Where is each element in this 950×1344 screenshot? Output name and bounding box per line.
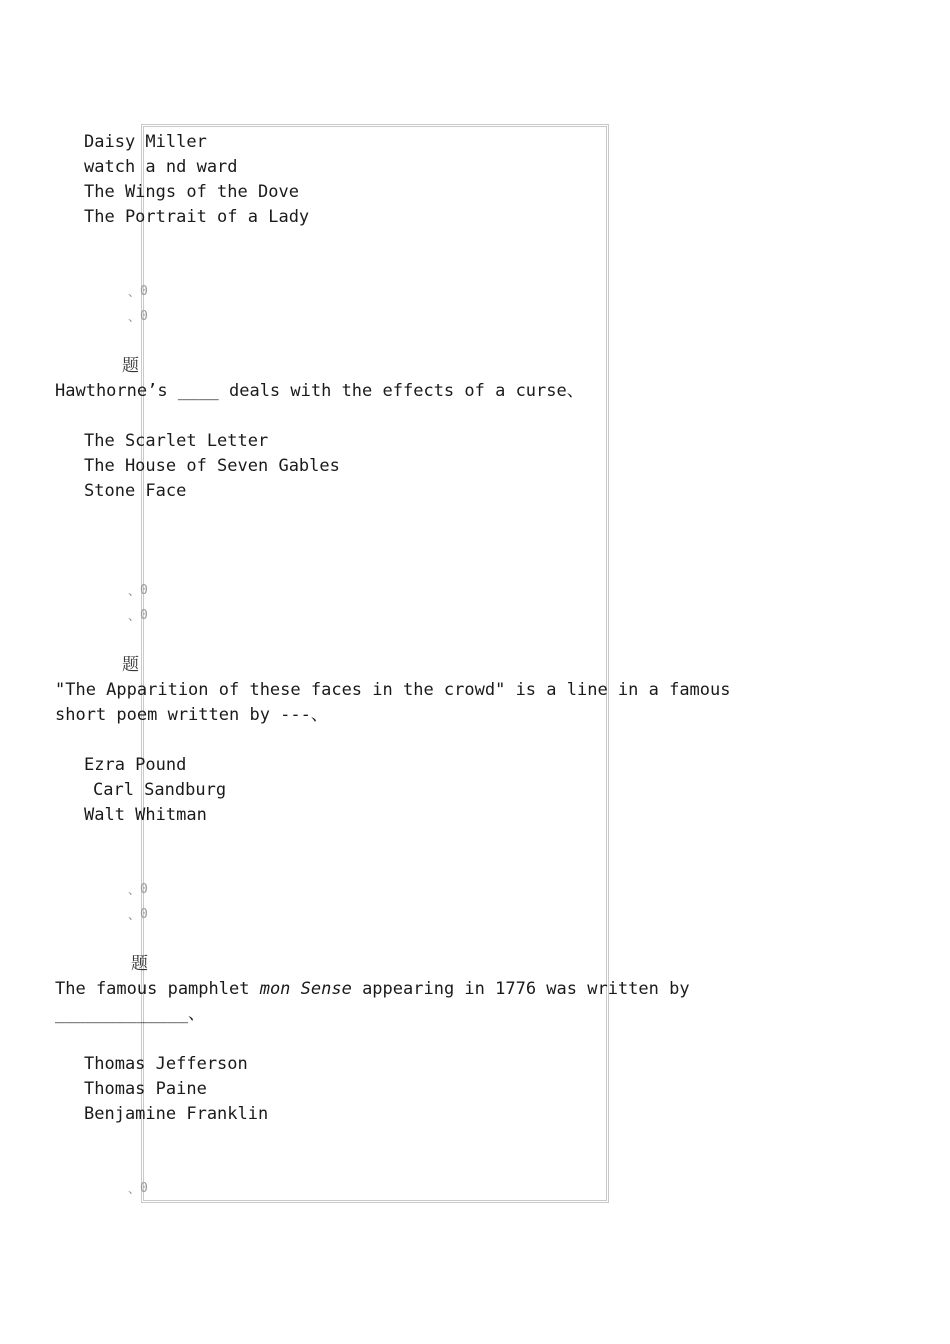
page-frame-border: [141, 124, 609, 1203]
answer-mark: 、 0: [128, 907, 148, 922]
answer-mark: 、 0: [128, 882, 148, 897]
option-daisy-miller: Daisy Miller: [84, 132, 207, 152]
answer-mark: 、 0: [128, 284, 148, 299]
option-scarlet-letter: The Scarlet Letter: [84, 431, 269, 451]
option-thomas-jefferson: Thomas Jefferson: [84, 1054, 248, 1074]
option-portrait-of-a-lady: The Portrait of a Lady: [84, 207, 310, 227]
answer-mark: 、 0: [128, 1181, 148, 1196]
question-text-line1: "The Apparition of these faces in the crowd" is a line in a famous: [55, 680, 731, 700]
option-ezra-pound: Ezra Pound: [84, 755, 187, 775]
question-number: 题: [122, 356, 139, 376]
option-house-of-seven-gables: The House of Seven Gables: [84, 456, 340, 476]
answer-mark: 、 0: [128, 583, 148, 598]
option-carl-sandburg: Carl Sandburg: [93, 780, 227, 800]
option-stone-face: Stone Face: [84, 481, 187, 501]
option-thomas-paine: Thomas Paine: [84, 1079, 207, 1099]
pamphlet-title: mon Sense: [259, 979, 352, 999]
question-number: 题: [131, 954, 148, 974]
question-text: Hawthorne’s ____ deals with the effects of a curse、: [55, 381, 584, 401]
option-wings-of-the-dove: The Wings of the Dove: [84, 182, 299, 202]
question-text-line1: The famous pamphlet mon Sense appearing in 1776 was written by: [55, 979, 690, 999]
option-walt-whitman: Walt Whitman: [84, 805, 207, 825]
answer-mark: 、 0: [128, 309, 148, 324]
question-text-line2: short poem written by ---、: [55, 705, 328, 725]
option-benjamine-franklin: Benjamine Franklin: [84, 1104, 269, 1124]
answer-mark: 、 0: [128, 608, 148, 623]
question-number: 题: [122, 655, 139, 675]
question-text-line2: _____________、: [55, 1004, 206, 1024]
option-watch-and-ward: watch a nd ward: [84, 157, 238, 177]
